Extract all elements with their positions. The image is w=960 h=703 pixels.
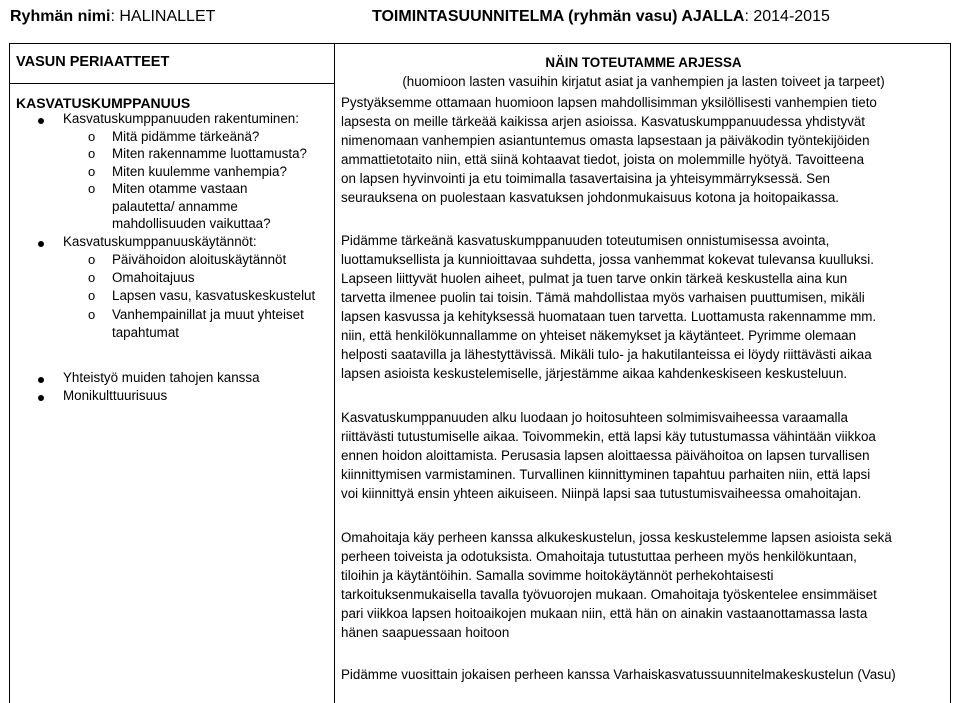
bullet-marker <box>38 395 44 401</box>
sub-marker: o <box>88 252 96 267</box>
sub-marker: o <box>88 181 96 196</box>
plan-table <box>9 43 951 703</box>
sub-item-4-cont: palautetta/ annamme <box>112 199 238 214</box>
bullet-marker <box>38 241 44 247</box>
paragraph-5: Pidämme vuosittain jokaisen perheen kanssa Varhaiskasvatussuunnitelmakeskustelun (Vasu) <box>341 667 896 682</box>
sub-marker: o <box>88 129 96 144</box>
principles-title-rule <box>10 83 334 84</box>
paragraph-1: Pystyäksemme ottamaan huomioon lapsen mahdollisimman yksilöllisesti vanhempien tieto lapsesta on meille tärkeää kaikissa arjen asioissa. Kasvatuskumppanuudessa yhdistyvät nimenomaan vanhempien asiantuntemus omasta lapsestaan ja päiväkodin työntekijöiden ammattietotaito niin, että siinä kohtaavat tiedot, joista on molemmille hyötyä. Tavoitteena on lapsen hyvinvointi ja etu toimimalla tasavertaisina ja yhteisymmärryksessä. Sen seurauksena on puolestaan kasvatuksen johdonmukaisuus kotona ja hoitopaikassa. <box>341 95 877 205</box>
practice-item-3: Lapsen vasu, kasvatuskeskustelut <box>112 288 316 303</box>
sub-item-3: Miten kuulemme vanhempia? <box>112 164 287 179</box>
group-name-label: Ryhmän nimi <box>10 8 111 25</box>
group-name-separator: : <box>110 8 120 25</box>
sub-item-4: Miten otamme vastaan <box>112 181 248 196</box>
paragraph-4: Omahoitaja käy perheen kanssa alkukeskustelun, jossa keskustelemme lapsen asioista sekä perheen toiveista ja odotuksista. Omahoitaja tutustuttaa perheen myös henkilökuntaan, tiloihin ja käytäntöihin. Samalla sovimme hoitokäytännöt perhekohtaisesti tarkoituksenmukaisella tavalla työvuorojen mukaan. Omahoitaja työskentelee ensimmäiset pari viikkoa lapsen hoitoaikojen mukaan niin, että hän on ainakin vastaanottamassa lasta hänen saapuessaan hoitoon <box>341 530 892 640</box>
sub-marker: o <box>88 164 96 179</box>
sub-marker: o <box>88 307 96 322</box>
plan-title-line <box>372 8 830 26</box>
sub-item-1: Mitä pidämme tärkeänä? <box>112 129 260 144</box>
section-title: KASVATUSKUMPPANUUS <box>16 95 191 111</box>
practice-item-2: Omahoitajuus <box>112 270 195 285</box>
paragraph-2: Pidämme tärkeänä kasvatuskumppanuuden toteutumisen onnistumisessa avointa, luottamuksellista ja kunnioittavaa suhdetta, jossa vanhemmat kokevat tulevansa kuulluksi. Lapseen liittyvät huolen aiheet, pulmat ja tuen tarve onkin tärkeä keskustella aina kun tarvetta ilmenee puolin tai toisin. Tämä mahdollistaa myös varhaisen puuttumisen, mikäli lapsen kasvussa ja kehityksessä huomataan tuen tarvetta. Luottamusta rakennamme mm. niin, että henkilökunnallamme on yhteiset näkemykset ja käytänteet. Pyrimme olemaan helposti saatavilla ja lähestyttävissä. Mikäli tulo- ja hakutilanteissa ei löydy riittävästi aikaa lapsen asioista keskustelemiselle, järjestämme aikaa kahdenkeskiseen keskusteluun. <box>341 233 877 381</box>
bullet-marker <box>38 118 44 124</box>
paragraph-3: Kasvatuskumppanuuden alku luodaan jo hoitosuhteen solmimisvaiheessa varaamalla riittävästi tutustumiselle aikaa. Toivommekin, että lapsi käy tutustumassa vähintään viikkoa ennen hoidon aloittamista. Perusasia lapsen aloittaessa päivähoitoa on lapsen turvallisen kiinnittymisen varmistaminen. Turvallinen kiinnittyminen tapahtuu parhaiten niin, että lapsi voi kiinnittyä ensin yhteen aikuiseen. Niinpä lapsi saa tutustumisvaiheessa omahoitajan. <box>341 410 876 501</box>
sub-marker: o <box>88 270 96 285</box>
principles-title: VASUN PERIAATTEET <box>16 54 170 70</box>
plan-period: 2014-2015 <box>753 8 830 25</box>
group-name-line <box>10 8 215 26</box>
practice-item-4: Vanhempainillat ja muut yhteiset <box>112 307 304 322</box>
sub-item-4-cont2: mahdollisuuden vaikuttaa? <box>112 216 271 231</box>
sub-marker: o <box>88 288 96 303</box>
group-name-value: HALINALLET <box>119 8 216 25</box>
plan-title: TOIMINTASUUNNITELMA (ryhmän vasu) AJALLA <box>372 8 745 25</box>
column-divider <box>334 44 335 703</box>
plan-separator: : <box>744 8 754 25</box>
bullet-building-partnership: Kasvatuskumppanuuden rakentuminen: <box>63 111 299 126</box>
bullet-partnership-practices: Kasvatuskumppanuuskäytännöt: <box>63 234 257 249</box>
practice-item-1: Päivähoidon aloituskäytännöt <box>112 252 287 267</box>
sub-item-2: Miten rakennamme luottamusta? <box>112 146 308 161</box>
bullet-marker <box>38 377 44 383</box>
bullet-multiculturalism: Monikulttuurisuus <box>63 388 168 403</box>
sub-marker: o <box>88 146 96 161</box>
practice-item-4-cont: tapahtumat <box>112 325 179 340</box>
bullet-cooperation: Yhteistyö muiden tahojen kanssa <box>63 370 260 385</box>
document-header <box>0 0 960 36</box>
implementation-subtitle: (huomioon lasten vasuihin kirjatut asiat ja vanhempien ja lasten toiveet ja tarpeet) <box>402 74 885 89</box>
implementation-title: NÄIN TOTEUTAMME ARJESSA <box>545 55 742 70</box>
